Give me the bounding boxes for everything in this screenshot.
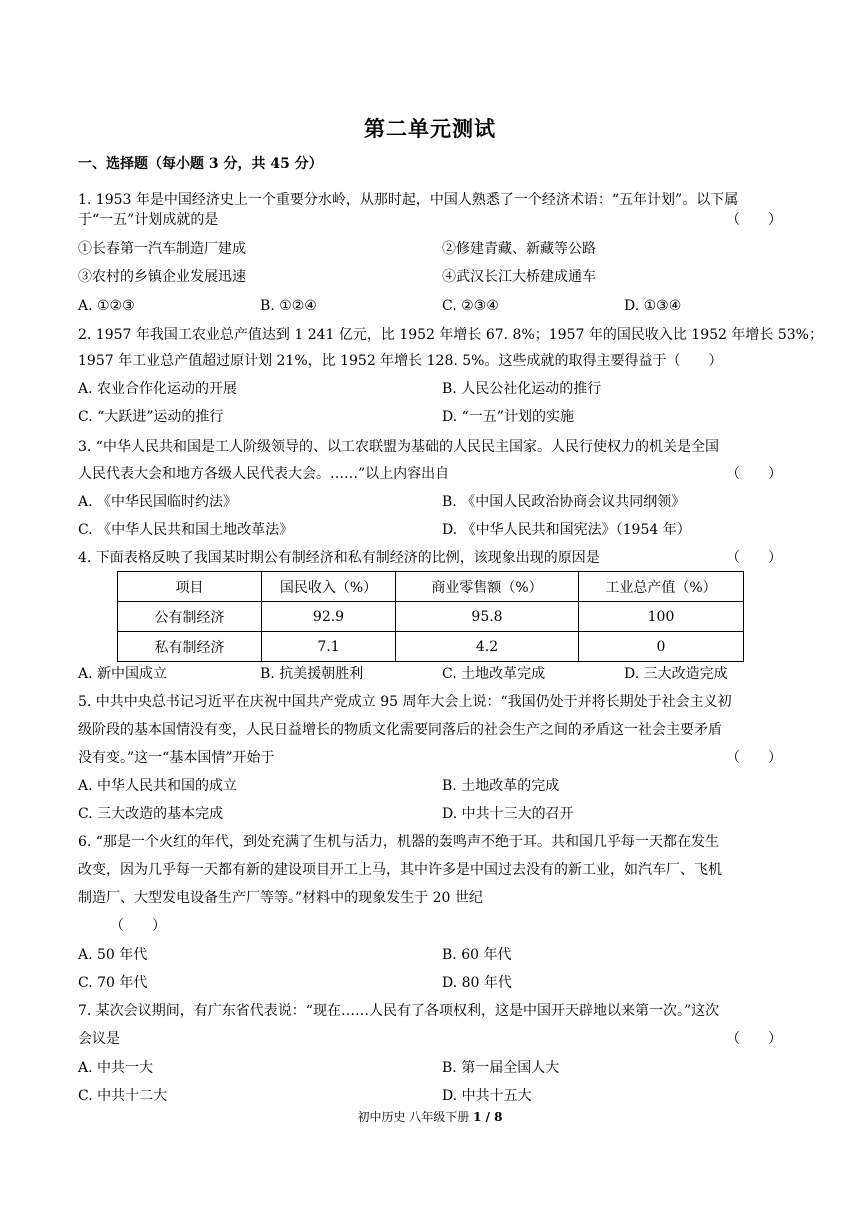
option-b: B. 土地改革的完成 (442, 778, 560, 794)
q2-options-row1 (78, 380, 782, 398)
option-a: A. ①②③ (78, 298, 135, 314)
answer-bracket: （ ） (726, 1031, 782, 1047)
page-number: 1 / 8 (473, 1110, 503, 1124)
option-c: C. 中共十二大 (78, 1088, 168, 1104)
footer-text: 初中历史 八年级下册 (357, 1110, 474, 1124)
q4-stem-line1: 4. 下面表格反映了我国某时期公有制经济和私有制经济的比例，该现象出现的原因是 （ ） (78, 550, 782, 566)
answer-bracket: （ ） (726, 550, 782, 566)
q6-stem-line1: 6. “那是一个火红的年代，到处充满了生机与活力，机器的轰鸣声不绝于耳。共和国几乎每一天都在发生 (78, 834, 719, 850)
option-b: B. ①②④ (260, 298, 317, 314)
q6-stem-line3: 制造厂、大型发电设备生产厂等等。”材料中的现象发生于 20 世纪 (78, 890, 483, 906)
q6-options-row2 (78, 974, 782, 992)
q2-options-row2 (78, 408, 782, 426)
option-c: C. 《中华人民共和国土地改革法》 (78, 522, 294, 538)
table-cell: 92.9 (262, 602, 396, 632)
option-b: B. 《中国人民政治协商会议共同纲领》 (442, 494, 686, 510)
table-cell: 私有制经济 (118, 632, 262, 662)
option-d: D. ①③④ (624, 298, 682, 314)
page-footer (0, 1108, 860, 1125)
option-d: D. 《中华人民共和国宪法》（1954 年） (442, 522, 691, 538)
option-b: B. 人民公社化运动的推行 (442, 381, 602, 397)
option-d: D. 三大改造完成 (624, 666, 728, 682)
statement-3: ③农村的乡镇企业发展迅速 (78, 269, 246, 285)
option-d: D. “一五”计划的实施 (442, 409, 574, 425)
section-heading: 一、选择题（每小题 3 分，共 45 分） (78, 156, 323, 172)
q3-stem-line2: 人民代表大会和地方各级人民代表大会。……”以上内容出自 （ ） (78, 466, 782, 482)
q5-stem-line2: 级阶段的基本国情没有变，人民日益增长的物质文化需要同落后的社会生产之间的矛盾这一社会主要矛盾 (78, 722, 722, 738)
q5-stem-line3: 没有变。”这一“基本国情”开始于 （ ） (78, 750, 782, 766)
statement-4: ④武汉长江大桥建成通车 (442, 269, 596, 285)
q5-options-row2 (78, 805, 782, 823)
q7-stem-line1: 7. 某次会议期间，有广东省代表说：“现在……人民有了各项权利，这是中国开天辟地以来第一次。”这次 (78, 1003, 720, 1019)
table-header-cell: 国民收入（%） (262, 572, 396, 602)
table-header-cell: 项目 (118, 572, 262, 602)
q1-stem-line1: 1. 1953 年是中国经济史上一个重要分水岭，从那时起，中国人熟悉了一个经济术语：“五年计划”。以下属 (78, 192, 739, 208)
statement-1: ①长春第一汽车制造厂建成 (78, 241, 246, 257)
option-c: C. 70 年代 (78, 975, 148, 991)
q5-stem-line1: 5. 中共中央总书记习近平在庆祝中国共产党成立 95 周年大会上说：“我国仍处于并将长期处于社会主义初 (78, 694, 732, 710)
q2-stem-line1: 2. 1957 年我国工农业总产值达到 1 241 亿元，比 1952 年增长 67. 8%；1957 年的国民收入比 1952 年增长 53%； (78, 327, 823, 343)
q4-options (78, 665, 782, 683)
option-b: B. 第一届全国人大 (442, 1060, 560, 1076)
answer-bracket: （ ） (110, 918, 166, 934)
option-b: B. 抗美援朝胜利 (260, 666, 364, 682)
option-c: C. 三大改造的基本完成 (78, 806, 224, 822)
option-d: D. 80 年代 (442, 975, 512, 991)
statement-2: ②修建青藏、新藏等公路 (442, 241, 596, 257)
table-header-cell: 商业零售额（%） (396, 572, 579, 602)
table-cell: 4.2 (396, 632, 579, 662)
economy-ratio-table (117, 571, 744, 662)
option-a: A. 中共一大 (78, 1060, 154, 1076)
q5-options-row1 (78, 777, 782, 795)
q6-options-row1 (78, 946, 782, 964)
answer-bracket: （ ） (726, 466, 782, 482)
q7-stem-line2: 会议是 （ ） (78, 1031, 782, 1047)
table-header-cell: 工业总产值（%） (579, 572, 744, 602)
option-c: C. “大跃进”运动的推行 (78, 409, 224, 425)
table-header-row (118, 572, 744, 602)
option-a: A. 新中国成立 (78, 666, 168, 682)
option-c: C. ②③④ (442, 298, 499, 314)
q3-stem-line1: 3. “中华人民共和国是工人阶级领导的、以工农联盟为基础的人民民主国家。人民行使权力的机关是全国 (78, 439, 719, 455)
option-c: C. 土地改革完成 (442, 666, 546, 682)
option-a: A. 中华人民共和国的成立 (78, 778, 238, 794)
table-cell: 100 (579, 602, 744, 632)
q1-stem-line2: 于“一五”计划成就的是 （ ） (78, 212, 782, 228)
option-a: A. 农业合作化运动的开展 (78, 381, 238, 397)
answer-bracket: （ ） (726, 212, 782, 228)
q3-options-row1 (78, 493, 782, 511)
table-cell: 公有制经济 (118, 602, 262, 632)
option-b: B. 60 年代 (442, 947, 512, 963)
option-a: A. 50 年代 (78, 947, 148, 963)
option-d: D. 中共十三大的召开 (442, 806, 574, 822)
q1-options (78, 297, 782, 315)
table-cell: 7.1 (262, 632, 396, 662)
q2-stem-line2: 1957 年工业总产值超过原计划 21%，比 1952 年增长 128. 5%。这些成就的取得主要得益于（ ） (78, 353, 723, 369)
option-a: A. 《中华民国临时约法》 (78, 494, 238, 510)
q3-options-row2 (78, 521, 782, 539)
q7-options-row2 (78, 1087, 782, 1105)
table-row (118, 632, 744, 662)
table-cell: 95.8 (396, 602, 579, 632)
q6-stem-line2: 改变，因为几乎每一天都有新的建设项目开工上马，其中许多是中国过去没有的新工业，如汽车厂、飞机 (78, 862, 722, 878)
q1-statements-row1 (78, 240, 782, 258)
q7-options-row1 (78, 1059, 782, 1077)
table-row (118, 602, 744, 632)
option-d: D. 中共十五大 (442, 1088, 532, 1104)
q1-statements-row2 (78, 268, 782, 286)
answer-bracket: （ ） (726, 750, 782, 766)
page-title: 第二单元测试 (364, 116, 496, 141)
table-cell: 0 (579, 632, 744, 662)
